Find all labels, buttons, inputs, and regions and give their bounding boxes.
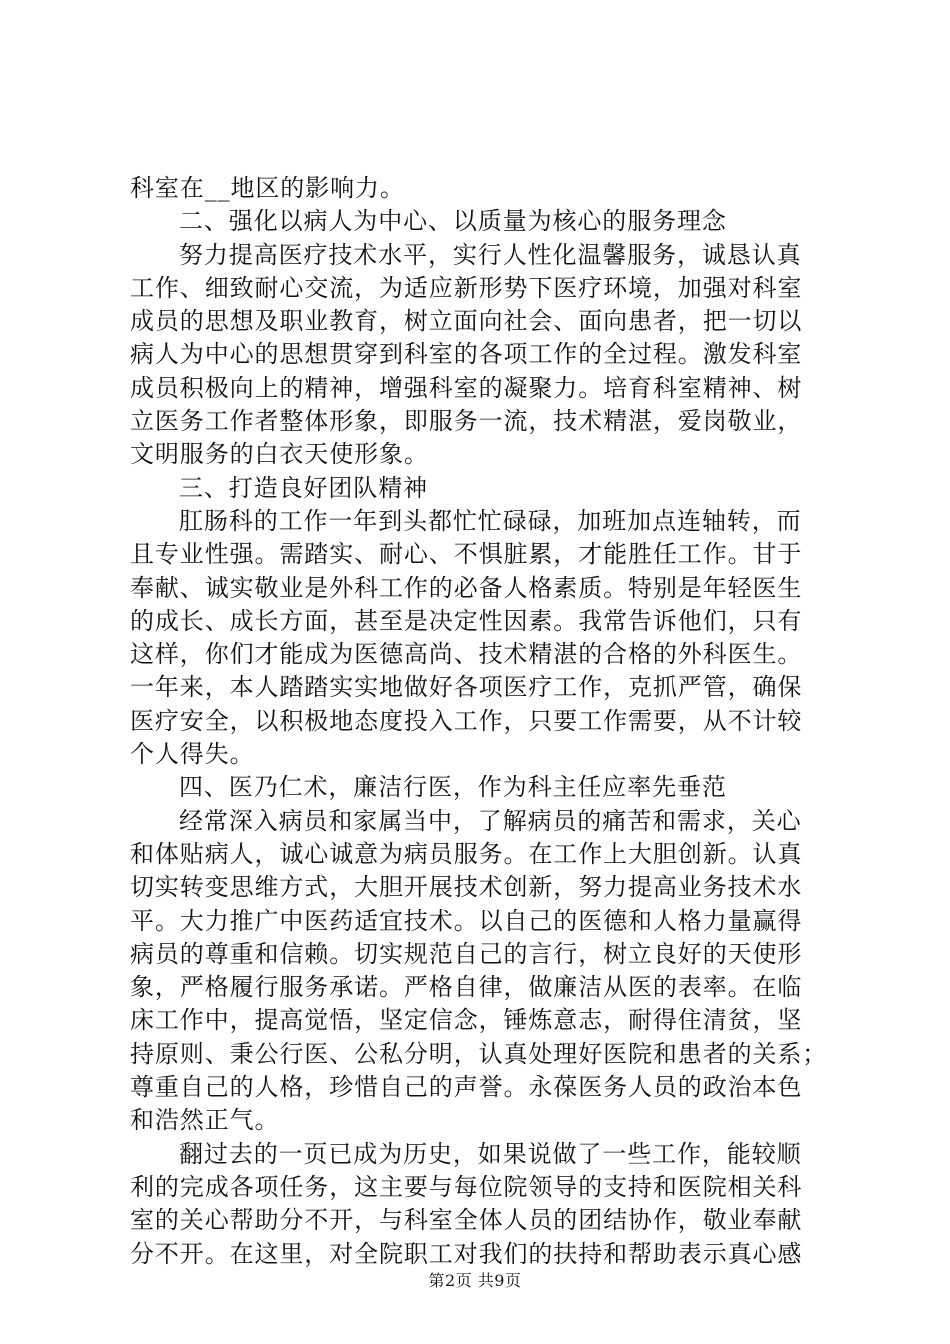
text-line: 个人得失。 [130, 740, 255, 769]
text-line: 翻过去的一页已成为历史，如果说做了一些工作，能较顺 [179, 1139, 802, 1168]
text-line: 成员积极向上的精神，增强科室的凝聚力。培育科室精神、树 [130, 373, 803, 402]
text-line: 一年来，本人踏踏实实地做好各项医疗工作，克抓严管，确保 [130, 673, 803, 702]
text-line: 象，严格履行服务承诺。严格自律，做廉洁从医的表率。在临 [130, 973, 803, 1002]
text-line: 立医务工作者整体形象，即服务一流，技术精湛，爱岗敬业， [130, 407, 803, 436]
text-line: 和体贴病人，诚心诚意为病员服务。在工作上大胆创新。认真 [130, 839, 803, 868]
text-line: 经常深入病员和家属当中，了解病员的痛苦和需求，关心 [179, 806, 802, 835]
text-line: 平。大力推广中医药适宜技术。以自己的医德和人格力量赢得 [130, 906, 803, 935]
text-line: 且专业性强。需踏实、耐心、不惧脏累，才能胜任工作。甘于 [130, 540, 803, 569]
text-line: 文明服务的白衣天使形象。 [130, 440, 429, 469]
text-line: 医疗安全，以积极地态度投入工作，只要工作需要，从不计较 [130, 706, 803, 735]
text-line: 床工作中，提高觉悟，坚定信念，锤炼意志，耐得住清贫，坚 [130, 1006, 803, 1035]
text-line: 分不开。在这里，对全院职工对我们的扶持和帮助表示真心感 [130, 1239, 803, 1268]
section-heading: 四、医乃仁术，廉洁行医，作为科主任应率先垂范 [179, 773, 727, 802]
text-line: 利的完成各项任务，这主要与每位院领导的支持和医院相关科 [130, 1172, 803, 1201]
section-heading: 二、强化以病人为中心、以质量为核心的服务理念 [179, 207, 727, 236]
page-footer: 第2页 共9页 [428, 1271, 522, 1290]
text-line: 努力提高医疗技术水平，实行人性化温馨服务，诚恳认真 [179, 240, 802, 269]
text-line: 切实转变思维方式，大胆开展技术创新，努力提高业务技术水 [130, 873, 803, 902]
text-line: 奉献、诚实敬业是外科工作的必备人格素质。特别是年轻医生 [130, 573, 803, 602]
text-line: 病员的尊重和信赖。切实规范自己的言行，树立良好的天使形 [130, 939, 803, 968]
document-body [130, 172, 830, 1271]
text-line: 科室在__地区的影响力。 [130, 174, 405, 202]
text-line: 肛肠科的工作一年到头都忙忙碌碌，加班加点连轴转，而 [179, 506, 802, 535]
text-line: 尊重自己的人格，珍惜自己的声誉。永葆医务人员的政治本色 [130, 1073, 803, 1102]
text-line: 病人为中心的思想贯穿到科室的各项工作的全过程。激发科室 [130, 340, 803, 369]
text-line: 这样，你们才能成为医德高尚、技术精湛的合格的外科医生。 [130, 640, 803, 669]
text-line: 室的关心帮助分不开，与科室全体人员的团结协作，敬业奉献 [130, 1206, 803, 1235]
text-line: 成员的思想及职业教育，树立面向社会、面向患者，把一切以 [130, 307, 803, 336]
text-line: 工作、细致耐心交流，为适应新形势下医疗环境，加强对科室 [130, 273, 803, 302]
text-line: 的成长、成长方面，甚至是决定性因素。我常告诉他们，只有 [130, 606, 803, 635]
section-heading: 三、打造良好团队精神 [179, 473, 428, 502]
text-line: 持原则、秉公行医、公私分明，认真处理好医院和患者的关系； [130, 1039, 828, 1068]
text-line: 和浩然正气。 [130, 1106, 280, 1135]
